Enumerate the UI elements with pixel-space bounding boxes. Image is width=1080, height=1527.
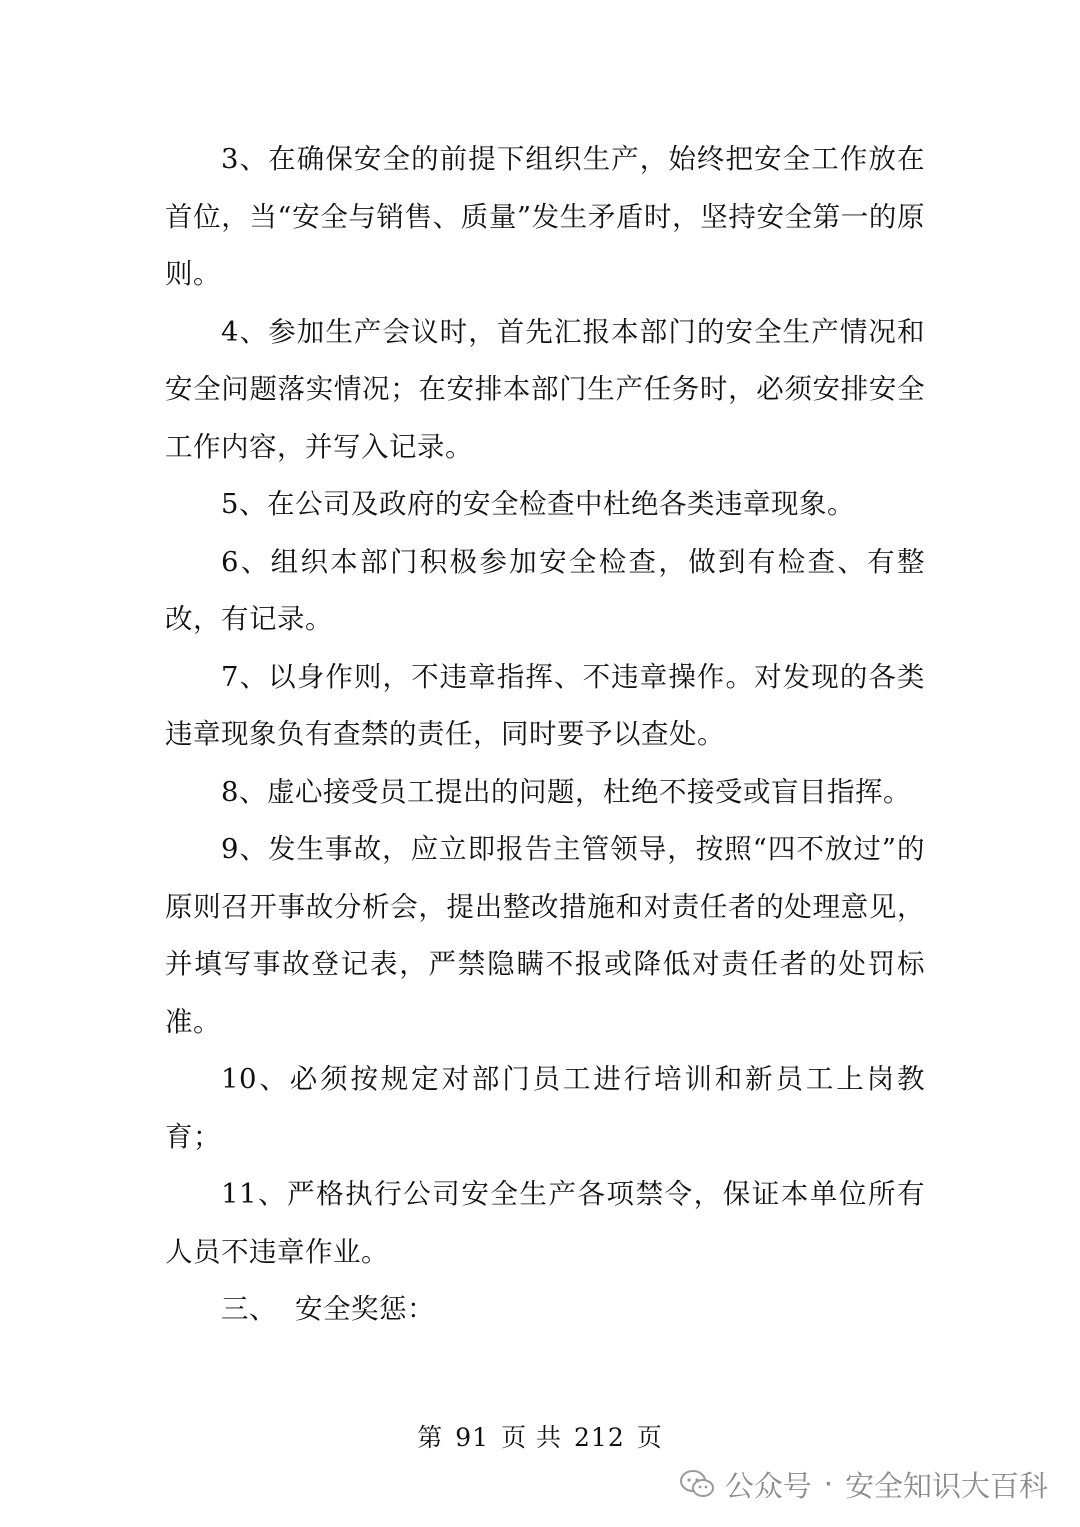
paragraph-item-3: 3、在确保安全的前提下组织生产，始终把安全工作放在首位，当“安全与销售、质量”发生矛盾时，坚持安全第一的原则。	[165, 143, 925, 290]
watermark-separator: ·	[823, 1467, 833, 1501]
section-heading	[165, 1281, 925, 1339]
watermark-channel: 公众号	[724, 1468, 812, 1503]
footer-suffix: 页	[636, 1423, 663, 1452]
paragraph-item-11: 11、严格执行公司安全生产各项禁令，保证本单位所有人员不违章作业。	[165, 1178, 925, 1268]
total-page-count: 212	[574, 1423, 625, 1452]
paragraph-item-6: 6、组织本部门积极参加安全检查，做到有检查、有整改，有记录。	[165, 545, 925, 635]
paragraph-item-8: 8、虚心接受员工提出的问题，杜绝不接受或盲目指挥。	[221, 775, 911, 808]
footer-prefix: 第	[417, 1423, 444, 1452]
current-page-number: 91	[455, 1423, 490, 1452]
footer-middle: 页 共	[501, 1423, 563, 1452]
paragraph-item-9: 9、发生事故，应立即报告主管领导，按照“四不放过”的原则召开事故分析会，提出整改措施和对责任者的处理意见，并填写事故登记表，严禁隐瞒不报或降低对责任者的处罚标准。	[165, 833, 925, 1038]
watermark-name: 安全知识大百科	[844, 1468, 1048, 1503]
paragraph-item-5: 5、在公司及政府的安全检查中杜绝各类违章现象。	[221, 488, 855, 520]
watermark	[679, 1462, 1048, 1506]
paragraph-item-10: 10、必须按规定对部门员工进行培训和新员工上岗教育；	[165, 1063, 925, 1153]
section-number: 三、	[221, 1293, 277, 1325]
paragraph-item-7: 7、以身作则，不违章指挥、不违章操作。对发现的各类违章现象负有查禁的责任，同时要予以查处。	[165, 660, 925, 750]
wechat-icon	[679, 1469, 715, 1499]
section-title: 安全奖惩：	[295, 1293, 435, 1325]
paragraph-item-4: 4、参加生产会议时，首先汇报本部门的安全生产情况和安全问题落实情况；在安排本部门生产任务时，必须安排安全工作内容，并写入记录。	[165, 315, 925, 463]
body-text	[165, 131, 925, 1339]
page-footer	[0, 1418, 1080, 1454]
